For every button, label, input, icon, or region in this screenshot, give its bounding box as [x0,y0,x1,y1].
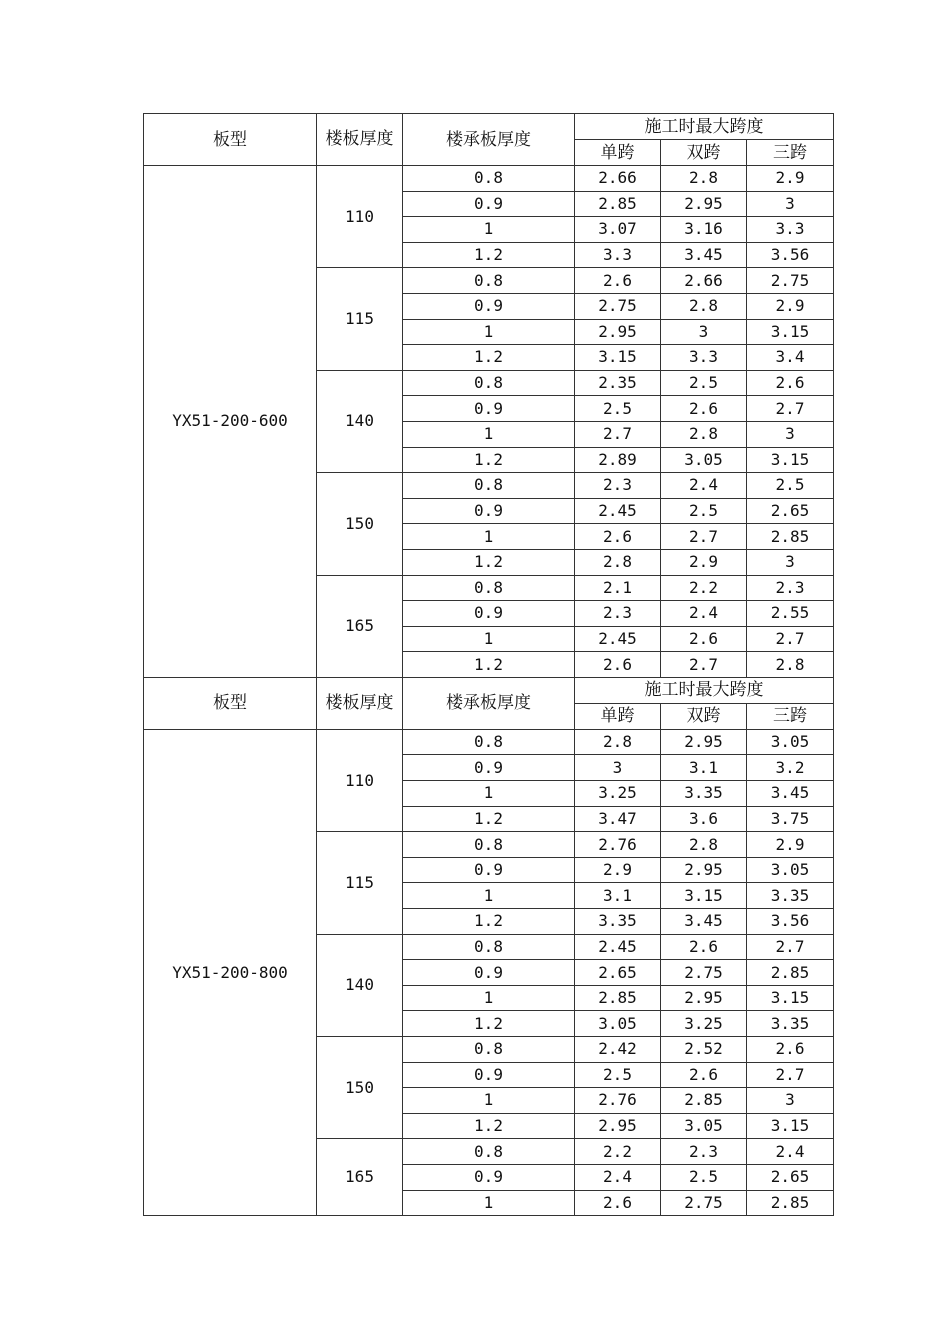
triple-span-cell: 3 [747,421,834,447]
triple-span-cell: 3.3 [747,217,834,243]
floor-thickness-cell: 165 [317,1139,403,1216]
triple-span-cell: 3.35 [747,883,834,909]
max-span-header: 施工时最大跨度 [575,677,834,703]
double-span-cell: 2.8 [661,421,747,447]
board-type-header: 板型 [144,114,317,166]
triple-span-cell: 3.15 [747,447,834,473]
deck-thickness-header: 楼承板厚度 [403,677,575,729]
triple-span-cell: 3.2 [747,755,834,781]
deck-thickness-cell: 1 [403,1088,575,1114]
floor-thickness-header: 楼板厚度 [317,114,403,166]
deck-thickness-cell: 0.9 [403,396,575,422]
double-span-cell: 3.15 [661,883,747,909]
floor-thickness-cell: 140 [317,934,403,1036]
board-type-cell: YX51-200-600 [144,166,317,678]
triple-span-cell: 3.56 [747,909,834,935]
triple-span-cell: 3.15 [747,985,834,1011]
single-span-cell: 2.4 [575,1164,661,1190]
single-span-cell: 3.25 [575,781,661,807]
triple-span-cell: 2.7 [747,1062,834,1088]
floor-thickness-cell: 115 [317,832,403,934]
deck-thickness-cell: 0.8 [403,268,575,294]
deck-thickness-cell: 0.8 [403,575,575,601]
double-span-cell: 2.2 [661,575,747,601]
triple-span-cell: 2.3 [747,575,834,601]
single-span-header: 单跨 [575,140,661,166]
deck-thickness-cell: 0.8 [403,370,575,396]
single-span-cell: 2.6 [575,524,661,550]
single-span-cell: 2.8 [575,549,661,575]
header-row [144,677,834,703]
triple-span-cell: 2.9 [747,832,834,858]
double-span-cell: 2.4 [661,473,747,499]
board-type-header: 板型 [144,677,317,729]
double-span-cell: 2.7 [661,652,747,678]
deck-thickness-cell: 0.9 [403,857,575,883]
triple-span-header: 三跨 [747,140,834,166]
single-span-cell: 2.85 [575,985,661,1011]
triple-span-cell: 3.05 [747,729,834,755]
single-span-cell: 2.3 [575,473,661,499]
triple-span-cell: 3.56 [747,242,834,268]
deck-thickness-header: 楼承板厚度 [403,114,575,166]
deck-thickness-cell: 0.8 [403,166,575,192]
single-span-cell: 2.3 [575,601,661,627]
single-span-cell: 2.76 [575,832,661,858]
single-span-cell: 2.76 [575,1088,661,1114]
single-span-cell: 2.89 [575,447,661,473]
triple-span-cell: 2.9 [747,293,834,319]
single-span-cell: 2.2 [575,1139,661,1165]
double-span-cell: 2.8 [661,293,747,319]
double-span-cell: 3.3 [661,345,747,371]
triple-span-cell: 2.4 [747,1139,834,1165]
triple-span-cell: 3 [747,191,834,217]
double-span-header: 双跨 [661,703,747,729]
deck-thickness-cell: 1 [403,883,575,909]
single-span-cell: 2.1 [575,575,661,601]
double-span-cell: 2.95 [661,985,747,1011]
double-span-cell: 3.35 [661,781,747,807]
deck-thickness-cell: 0.9 [403,1164,575,1190]
single-span-header: 单跨 [575,703,661,729]
triple-span-cell: 3.75 [747,806,834,832]
deck-thickness-cell: 1.2 [403,806,575,832]
triple-span-header: 三跨 [747,703,834,729]
triple-span-cell: 3 [747,1088,834,1114]
single-span-cell: 3.3 [575,242,661,268]
floor-thickness-cell: 150 [317,473,403,575]
double-span-cell: 2.9 [661,549,747,575]
double-span-cell: 2.85 [661,1088,747,1114]
max-span-header: 施工时最大跨度 [575,114,834,140]
triple-span-cell: 2.85 [747,524,834,550]
triple-span-cell: 2.55 [747,601,834,627]
triple-span-cell: 2.7 [747,396,834,422]
deck-thickness-cell: 0.9 [403,191,575,217]
double-span-cell: 3.25 [661,1011,747,1037]
span-table [143,113,834,1216]
double-span-cell: 3.6 [661,806,747,832]
triple-span-cell: 2.6 [747,1037,834,1063]
table-row [144,166,834,192]
deck-thickness-cell: 0.9 [403,498,575,524]
deck-thickness-cell: 1 [403,1190,575,1216]
double-span-cell: 3.45 [661,909,747,935]
single-span-cell: 2.6 [575,652,661,678]
triple-span-cell: 2.65 [747,498,834,524]
double-span-cell: 3.1 [661,755,747,781]
deck-thickness-cell: 1.2 [403,652,575,678]
single-span-cell: 2.7 [575,421,661,447]
single-span-cell: 3.05 [575,1011,661,1037]
deck-thickness-cell: 1 [403,421,575,447]
triple-span-cell: 3.05 [747,857,834,883]
floor-thickness-cell: 165 [317,575,403,677]
deck-thickness-cell: 0.9 [403,1062,575,1088]
triple-span-cell: 3.15 [747,1113,834,1139]
double-span-cell: 2.5 [661,1164,747,1190]
deck-thickness-cell: 1 [403,524,575,550]
double-span-cell: 3.05 [661,1113,747,1139]
single-span-cell: 2.6 [575,268,661,294]
deck-thickness-cell: 1 [403,985,575,1011]
deck-thickness-cell: 0.9 [403,293,575,319]
deck-thickness-cell: 1 [403,319,575,345]
single-span-cell: 2.5 [575,396,661,422]
single-span-cell: 3.47 [575,806,661,832]
double-span-cell: 2.8 [661,166,747,192]
single-span-cell: 2.85 [575,191,661,217]
double-span-cell: 2.95 [661,729,747,755]
single-span-cell: 2.9 [575,857,661,883]
deck-thickness-cell: 0.9 [403,601,575,627]
triple-span-cell: 2.7 [747,626,834,652]
double-span-cell: 3.05 [661,447,747,473]
single-span-cell: 2.6 [575,1190,661,1216]
deck-thickness-cell: 1 [403,217,575,243]
deck-thickness-cell: 0.8 [403,473,575,499]
deck-thickness-cell: 1.2 [403,447,575,473]
floor-thickness-cell: 115 [317,268,403,370]
deck-thickness-cell: 0.8 [403,1037,575,1063]
double-span-cell: 2.6 [661,934,747,960]
floor-thickness-cell: 150 [317,1037,403,1139]
deck-thickness-cell: 0.8 [403,934,575,960]
deck-thickness-cell: 1 [403,626,575,652]
single-span-cell: 2.75 [575,293,661,319]
double-span-cell: 2.52 [661,1037,747,1063]
single-span-cell: 2.65 [575,960,661,986]
single-span-cell: 2.45 [575,934,661,960]
single-span-cell: 2.95 [575,1113,661,1139]
double-span-cell: 3.16 [661,217,747,243]
single-span-cell: 2.45 [575,626,661,652]
double-span-cell: 2.5 [661,370,747,396]
single-span-cell: 2.35 [575,370,661,396]
double-span-cell: 2.75 [661,960,747,986]
triple-span-cell: 3.15 [747,319,834,345]
triple-span-cell: 2.6 [747,370,834,396]
triple-span-cell: 2.75 [747,268,834,294]
triple-span-cell: 3.35 [747,1011,834,1037]
double-span-cell: 2.7 [661,524,747,550]
deck-thickness-cell: 1 [403,781,575,807]
deck-thickness-cell: 1.2 [403,1011,575,1037]
double-span-cell: 2.6 [661,626,747,652]
triple-span-cell: 2.9 [747,166,834,192]
deck-thickness-cell: 1.2 [403,549,575,575]
deck-thickness-cell: 1.2 [403,1113,575,1139]
double-span-cell: 2.75 [661,1190,747,1216]
triple-span-cell: 2.8 [747,652,834,678]
deck-thickness-cell: 1.2 [403,345,575,371]
deck-thickness-cell: 1.2 [403,242,575,268]
double-span-header: 双跨 [661,140,747,166]
double-span-cell: 2.6 [661,1062,747,1088]
single-span-cell: 2.66 [575,166,661,192]
board-type-cell: YX51-200-800 [144,729,317,1215]
double-span-cell: 3 [661,319,747,345]
double-span-cell: 2.4 [661,601,747,627]
single-span-cell: 3.1 [575,883,661,909]
deck-thickness-cell: 0.8 [403,1139,575,1165]
triple-span-cell: 2.7 [747,934,834,960]
double-span-cell: 2.5 [661,498,747,524]
single-span-cell: 2.45 [575,498,661,524]
double-span-cell: 2.95 [661,191,747,217]
floor-thickness-cell: 110 [317,166,403,268]
table-row [144,729,834,755]
triple-span-cell: 3 [747,549,834,575]
double-span-cell: 2.6 [661,396,747,422]
deck-thickness-cell: 0.9 [403,960,575,986]
triple-span-cell: 2.85 [747,1190,834,1216]
single-span-cell: 2.5 [575,1062,661,1088]
triple-span-cell: 3.45 [747,781,834,807]
double-span-cell: 3.45 [661,242,747,268]
triple-span-cell: 2.65 [747,1164,834,1190]
double-span-cell: 2.66 [661,268,747,294]
single-span-cell: 2.42 [575,1037,661,1063]
floor-thickness-cell: 110 [317,729,403,831]
triple-span-cell: 2.5 [747,473,834,499]
triple-span-cell: 2.85 [747,960,834,986]
double-span-cell: 2.8 [661,832,747,858]
header-row [144,114,834,140]
single-span-cell: 2.8 [575,729,661,755]
single-span-cell: 3 [575,755,661,781]
deck-thickness-cell: 0.8 [403,832,575,858]
single-span-cell: 3.35 [575,909,661,935]
double-span-cell: 2.3 [661,1139,747,1165]
deck-thickness-cell: 1.2 [403,909,575,935]
double-span-cell: 2.95 [661,857,747,883]
single-span-cell: 3.07 [575,217,661,243]
floor-thickness-header: 楼板厚度 [317,677,403,729]
floor-thickness-cell: 140 [317,370,403,472]
deck-thickness-cell: 0.8 [403,729,575,755]
single-span-cell: 3.15 [575,345,661,371]
single-span-cell: 2.95 [575,319,661,345]
triple-span-cell: 3.4 [747,345,834,371]
span-table-body [144,114,834,1216]
deck-thickness-cell: 0.9 [403,755,575,781]
